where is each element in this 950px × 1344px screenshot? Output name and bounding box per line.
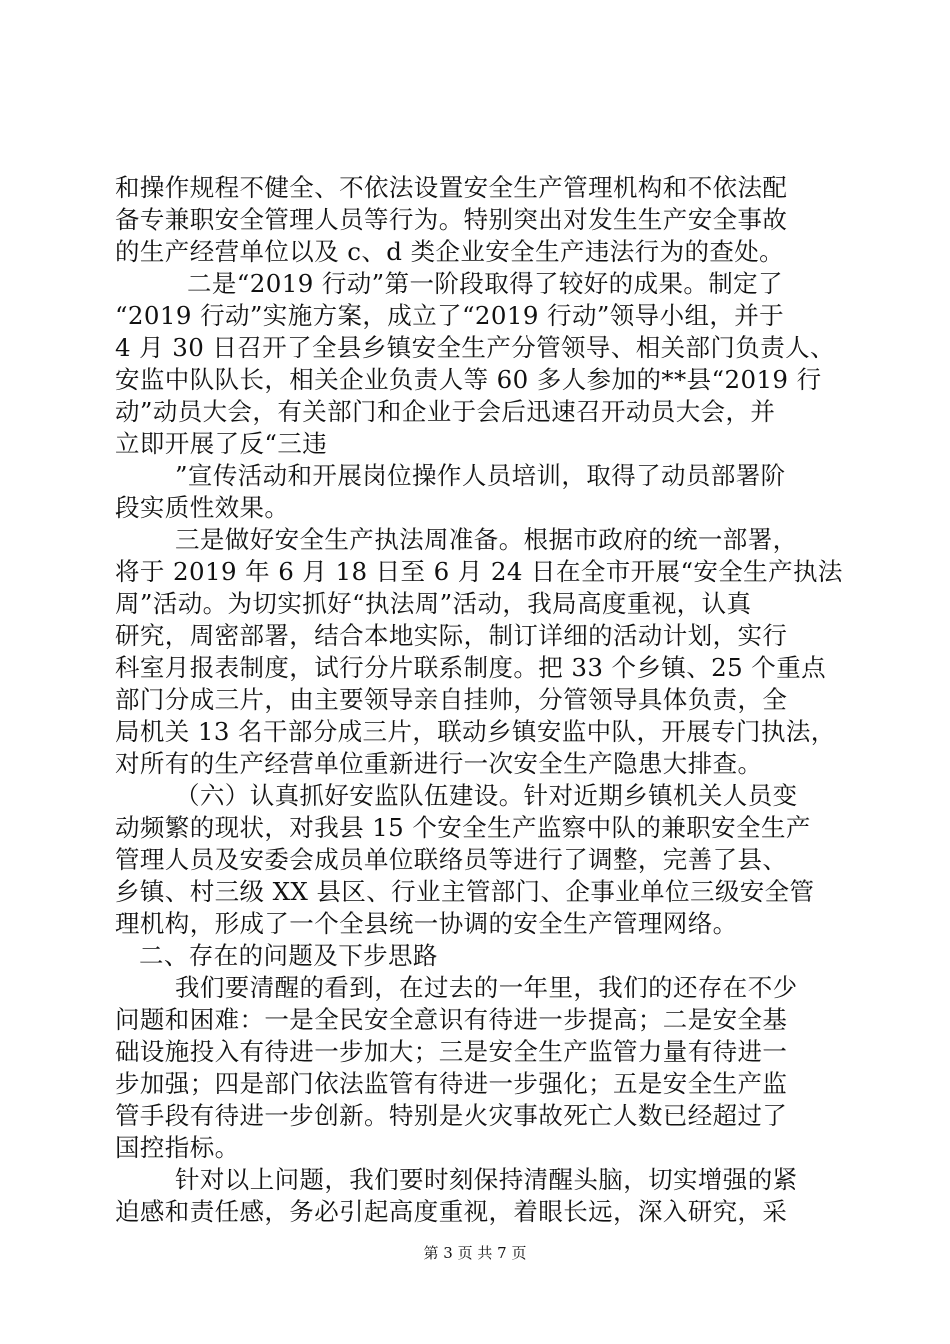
text-line: 二是“2019 行动”第一阶段取得了较好的成果。制定了 (187, 269, 783, 298)
text-line: 局机关 13 名干部分成三片，联动乡镇安监中队，开展专门执法， (115, 717, 836, 746)
text-line: “2019 行动”实施方案，成立了“2019 行动”领导小组，并于 (115, 301, 785, 330)
text-line: 备专兼职安全管理人员等行为。特别突出对发生生产安全事故 (115, 205, 788, 234)
text-line: 步加强；四是部门依法监管有待进一步强化；五是安全生产监 (115, 1069, 788, 1098)
text-line: 段实质性效果。 (115, 493, 290, 522)
document-body (115, 172, 845, 1228)
text-line: 安监中队队长，相关企业负责人等 60 多人参加的**县“2019 行 (115, 365, 822, 394)
text-line: 理机构，形成了一个全县统一协调的安全生产管理网络。 (115, 909, 738, 938)
text-line: （六）认真抓好安监队伍建设。针对近期乡镇机关人员变 (175, 781, 798, 810)
text-line: 部门分成三片，由主要领导亲自挂帅，分管领导具体负责，全 (115, 685, 788, 714)
text-line: 将于 2019 年 6 月 18 日至 6 月 24 日在全市开展“安全生产执法 (115, 557, 843, 586)
text-line: 乡镇、村三级 XX 县区、行业主管部门、企事业单位三级安全管 (115, 877, 815, 906)
text-line: 和操作规程不健全、不依法设置安全生产管理机构和不依法配 (115, 173, 788, 202)
text-line: 管手段有待进一步创新。特别是火灾事故死亡人数已经超过了 (115, 1101, 788, 1130)
text-line: 的生产经营单位以及 c、d 类企业安全生产违法行为的查处。 (115, 237, 785, 266)
text-line: 对所有的生产经营单位重新进行一次安全生产隐患大排查。 (115, 749, 763, 778)
text-line: 迫感和责任感，务必引起高度重视，着眼长远，深入研究，采 (115, 1197, 788, 1226)
text-line: 二、存在的问题及下步思路 (139, 941, 438, 970)
text-line: 科室月报表制度，试行分片联系制度。把 33 个乡镇、25 个重点 (115, 653, 827, 682)
text-line: 研究，周密部署，结合本地实际，制订详细的活动计划，实行 (115, 621, 788, 650)
text-line: 国控指标。 (115, 1133, 240, 1162)
text-line: 动频繁的现状，对我县 15 个安全生产监察中队的兼职安全生产 (115, 813, 811, 842)
text-line: 动”动员大会，有关部门和企业于会后迅速召开动员大会，并 (115, 397, 776, 426)
text-line: ”宣传活动和开展岗位操作人员培训，取得了动员部署阶 (175, 461, 786, 490)
text-line: 我们要清醒的看到，在过去的一年里，我们的还存在不少 (175, 973, 798, 1002)
page-footer: 第 3 页 共 7 页 (423, 1244, 527, 1262)
text-line: 础设施投入有待进一步加大；三是安全生产监管力量有待进一 (115, 1037, 788, 1066)
text-line: 4 月 30 日召开了全县乡镇安全生产分管领导、相关部门负责人、 (115, 333, 835, 362)
text-line: 针对以上问题，我们要时刻保持清醒头脑，切实增强的紧 (175, 1165, 798, 1194)
text-line: 问题和困难：一是全民安全意识有待进一步提高；二是安全基 (115, 1005, 788, 1034)
text-line: 周”活动。为切实抓好“执法周”活动，我局高度重视，认真 (115, 589, 752, 618)
text-line: 三是做好安全生产执法周准备。根据市政府的统一部署， (175, 525, 798, 554)
text-line: 管理人员及安委会成员单位联络员等进行了调整，完善了县、 (115, 845, 788, 874)
text-line: 立即开展了反“三违 (115, 429, 328, 458)
